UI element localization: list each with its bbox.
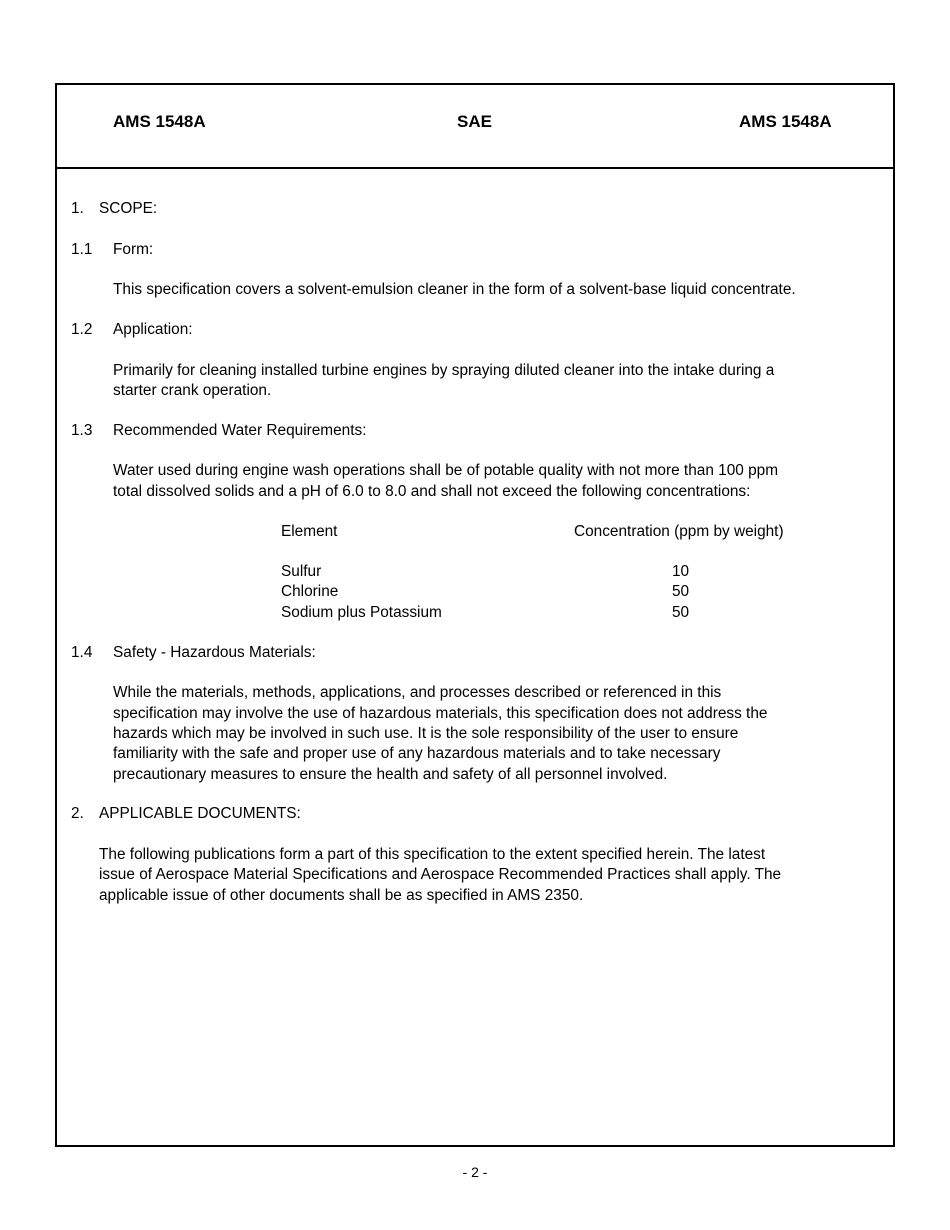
section-1-4-title: Safety - Hazardous Materials:	[113, 644, 316, 661]
section-1-3-number: 1.3	[71, 422, 93, 439]
section-1-number: 1.	[71, 200, 84, 217]
table-row-element: Sodium plus Potassium	[281, 604, 442, 621]
table-header-concentration: Concentration (ppm by weight)	[574, 523, 784, 540]
section-2-number: 2.	[71, 805, 84, 822]
section-1-2-title: Application:	[113, 321, 193, 338]
table-row-concentration: 10	[672, 563, 690, 580]
section-1-1-text: This specification covers a solvent-emulsion cleaner in the form of a solvent-base liquid concentrate.	[113, 281, 796, 298]
section-2-title: APPLICABLE DOCUMENTS:	[99, 805, 301, 822]
section-1-3-title: Recommended Water Requirements:	[113, 422, 367, 439]
section-1-4-text-line-2: specification may involve the use of hazardous materials, this specification does not address the	[113, 705, 768, 722]
table-row-concentration: 50	[672, 583, 690, 600]
header-doc-number-right: AMS 1548A	[739, 112, 832, 131]
page-number: - 2 -	[462, 1164, 488, 1180]
section-1-4-text-line-3: hazards which may be involved in such use. It is the sole responsibility of the user to ensure	[113, 725, 739, 742]
section-1-4-text-line-1: While the materials, methods, applications, and processes described or referenced in this	[113, 684, 722, 701]
document-header	[57, 85, 893, 169]
table-row-element: Sulfur	[281, 563, 322, 580]
section-1-title: SCOPE:	[99, 200, 158, 217]
section-1-2-text-line-2: starter crank operation.	[113, 382, 272, 399]
section-1-4-text-line-5: precautionary measures to ensure the health and safety of all personnel involved.	[113, 766, 668, 783]
section-1-4-text-line-4: familiarity with the safe and proper use of any hazardous materials and to take necessary	[113, 745, 721, 762]
table-row-element: Chlorine	[281, 583, 339, 600]
section-1-4-number: 1.4	[71, 644, 93, 661]
table-row-concentration: 50	[672, 604, 690, 621]
section-1-3-text-line-1: Water used during engine wash operations shall be of potable quality with not more than 100 ppm	[113, 462, 779, 479]
section-2-text-line-3: applicable issue of other documents shall be as specified in AMS 2350.	[99, 887, 584, 904]
page-frame	[55, 83, 895, 1147]
section-2-text-line-2: issue of Aerospace Material Specifications and Aerospace Recommended Practices shall apply. The	[99, 866, 782, 883]
table-header-element: Element	[281, 523, 338, 540]
section-2-text-line-1: The following publications form a part of this specification to the extent specified herein. The latest	[99, 846, 766, 863]
section-1-1-number: 1.1	[71, 241, 93, 258]
section-1-1-title: Form:	[113, 241, 154, 258]
section-1-2-text-line-1: Primarily for cleaning installed turbine engines by spraying diluted cleaner into the intake during a	[113, 362, 775, 379]
section-1-3-text-line-2: total dissolved solids and a pH of 6.0 to 8.0 and shall not exceed the following concentrations:	[113, 483, 751, 500]
section-1-2-number: 1.2	[71, 321, 93, 338]
header-organization: SAE	[457, 112, 492, 131]
header-doc-number-left: AMS 1548A	[113, 112, 206, 131]
